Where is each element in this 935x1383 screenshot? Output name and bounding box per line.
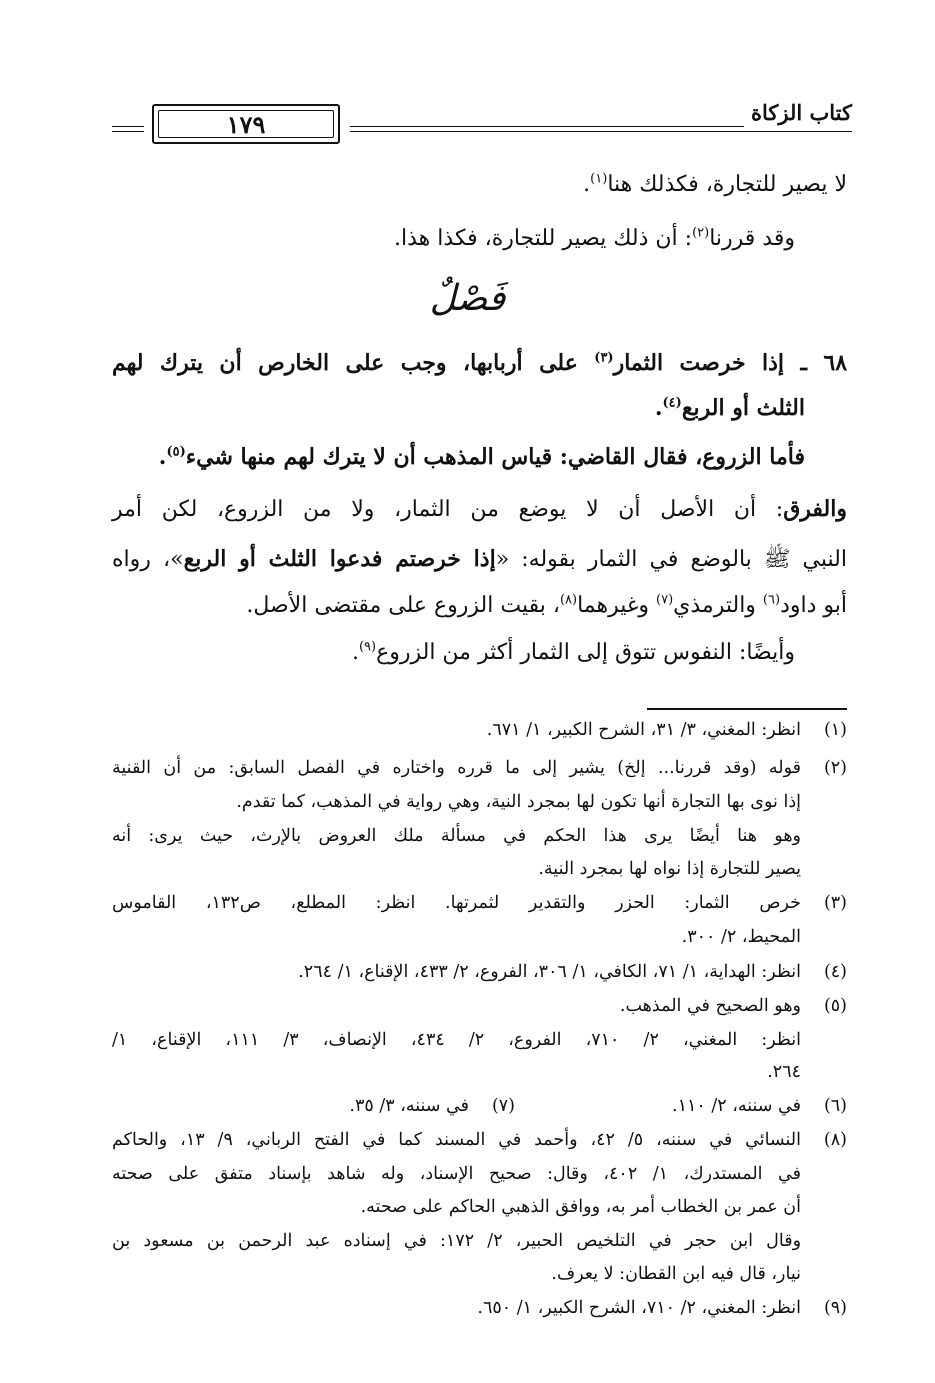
footnote-text: انظر: الهداية، ١/ ٧١، الكافي، ١/ ٣٠٦، الفروع، ٢/ ٤٣٣، الإقناع، ١/ ٢٦٤. <box>298 962 801 982</box>
running-head: كتاب الزكاة <box>750 100 852 125</box>
text-run: النبي ﷺ بالوضع في الثمار بقوله: « <box>495 547 847 572</box>
text-line <box>394 226 795 251</box>
footnote-text: انظر: المغني، ٣/ ٣١، الشرح الكبير، ١/ ٦٧١. <box>486 720 801 740</box>
footnote-number: (٢) <box>823 758 847 778</box>
footnote-text: انظر: المغني، ٢/ ٧١٠، الشرح الكبير، ١/ ٦٥٠. <box>477 1298 801 1318</box>
text-line <box>112 496 847 522</box>
footnote-number: (٨) <box>823 1130 847 1150</box>
page-header <box>112 96 852 146</box>
text-run: : أن الأصل أن لا يوضع من الثمار، ولا من الزروع، لكن أمر <box>112 497 784 522</box>
footnote-text: أن عمر بن الخطاب أمر به، ووافق الذهبي الحاكم على صحته. <box>360 1197 801 1217</box>
text-run: فأما الزروع، فقال القاضي: قياس المذهب أن لا يترك لهم منها شيء <box>185 444 805 470</box>
footnote-line <box>112 826 801 846</box>
header-rule <box>112 131 144 132</box>
text-run: لا يصير للتجارة، فكذلك هنا <box>607 172 847 197</box>
section-title <box>0 278 935 319</box>
text-line <box>583 172 847 197</box>
text-run: . <box>654 395 663 421</box>
footnote-text: إذا نوى بها التجارة أنها تكون لها بمجرد النية، وهي رواية في المذهب، كما تقدم. <box>236 792 801 812</box>
footnote-number: (١) <box>823 720 847 740</box>
footnote-ref: (١) <box>590 171 608 187</box>
footnote-ref: (٣) <box>594 350 614 366</box>
footnote-text: في سننه، ٢/ ١١٠. <box>672 1096 801 1116</box>
page-number-frame <box>152 104 340 144</box>
footnote-line <box>682 927 801 947</box>
text-run: وأيضًا: النفوس تتوق إلى الثمار أكثر من الزروع <box>376 640 795 665</box>
footnote-number: (٧) <box>491 1096 515 1116</box>
footnote-line <box>236 792 801 812</box>
page-number: ١٧٩ <box>226 109 266 139</box>
footnote-line <box>112 1231 801 1251</box>
footnote-ref: (٥) <box>166 444 186 460</box>
text-line <box>112 545 847 577</box>
footnote-ref: (٧) <box>656 592 674 608</box>
footnote <box>672 1096 847 1116</box>
footnote-ref: (٩) <box>358 639 377 655</box>
footnote-number: (٥) <box>823 996 847 1016</box>
footnote-text: قوله (وقد قررنا... إلخ) يشير إلى ما قرره واختاره في الفصل السابق: من أن القنية <box>112 758 801 778</box>
footnote-line <box>361 1197 801 1217</box>
footnote-text: خرص الثمار: الحزر والتقدير لثمرتها. انظر: المطلع، ص١٣٢، القاموس <box>112 893 801 913</box>
footnote-text: في المستدرك، ١/ ٤٠٢، وقال: صحيح الإسناد، وله شاهد بإسناد متفق على صحته <box>112 1164 801 1184</box>
footnote-text: وقال ابن حجر في التلخيص الحبير، ٢/ ١٧٢: في إسناده عبد الرحمن بن مسعود بن <box>112 1231 802 1251</box>
footnote-text: النسائي في سننه، ٥/ ٤٢، وأحمد في المسند كما في الفتح الرباني، ٩/ ١٣، والحاكم <box>112 1130 801 1150</box>
text-run: »، رواه <box>112 547 184 572</box>
text-line <box>246 593 847 618</box>
footnote-text: يصير للتجارة إذا نواه لها بمجرد النية. <box>538 859 801 879</box>
text-run: الثلث أو الربع <box>681 395 805 421</box>
footnote <box>477 1298 847 1318</box>
footnote <box>112 758 847 778</box>
text-run: على أربابها، وجب على الخارص أن يترك لهم <box>112 350 595 376</box>
footnote <box>487 720 847 740</box>
footnote-number: (٩) <box>823 1298 847 1318</box>
footnote-number: (٦) <box>823 1096 847 1116</box>
footnote-text: نيار، قال فيه ابن القطان: لا يعرف. <box>551 1264 801 1284</box>
text-line <box>655 395 805 421</box>
footnote-text: انظر: المغني، ٢/ ٧١٠، الفروع، ٢/ ٤٣٤، الإنصاف، ٣/ ١١١، الإقناع، ١/ <box>112 1030 801 1050</box>
text-run: أبو داود <box>780 593 847 618</box>
footnote-ref: (٦) <box>762 592 781 608</box>
footnote-ref: (٨) <box>559 592 578 608</box>
footnote-text: المحيط، ٢/ ٣٠٠. <box>681 927 801 947</box>
footnote <box>298 962 847 982</box>
footnote-ref: (٤) <box>662 395 682 411</box>
text-run: ، بقيت الزروع على مقتضى الأصل. <box>246 593 560 618</box>
footnote-number: (٣) <box>823 893 847 913</box>
text-run: : أن ذلك يصير للتجارة، فكذا هذا. <box>394 226 693 251</box>
header-rule <box>350 126 744 127</box>
footnote <box>112 893 847 913</box>
footnote <box>620 996 847 1016</box>
text-run: وقد قررنا <box>709 226 795 251</box>
header-rule <box>350 131 852 132</box>
footnote-line <box>112 1164 801 1184</box>
hadith-quote: إذا خرصتم فدعوا الثلث أو الربع <box>183 546 496 572</box>
footnote-separator <box>647 708 847 710</box>
footnote-text: وهو الصحيح في المذهب. <box>619 996 801 1016</box>
header-rule <box>112 126 144 127</box>
footnote-line <box>112 1030 801 1050</box>
text-run: والترمذي <box>673 593 763 618</box>
footnote-text: وهو هنا أيضًا يرى هذا الحكم في مسألة ملك العروض بالإرث، حيث يرى: أنه <box>112 826 801 846</box>
text-run: . <box>583 172 591 197</box>
text-line <box>159 444 805 470</box>
text-line <box>352 640 795 665</box>
text-run: وغيرهما <box>577 593 657 618</box>
footnote-number: (٤) <box>823 962 847 982</box>
footnote-text: ٢٦٤. <box>767 1062 801 1082</box>
footnote-line <box>767 1062 801 1082</box>
text-run: . <box>158 444 167 470</box>
section-title-text: فَصْلٌ <box>429 278 506 319</box>
footnote-line <box>538 859 801 879</box>
text-run: . <box>351 640 359 665</box>
footnote-text: في سننه، ٣/ ٣٥. <box>349 1096 469 1116</box>
text-run: ٦٨ ـ إذا خرصت الثمار <box>613 350 848 376</box>
footnote <box>349 1096 515 1116</box>
footnote-line <box>551 1264 801 1284</box>
footnote <box>112 1130 847 1150</box>
term-label: والفرق <box>783 496 847 522</box>
text-line <box>112 350 847 376</box>
footnote-ref: (٢) <box>692 225 710 241</box>
